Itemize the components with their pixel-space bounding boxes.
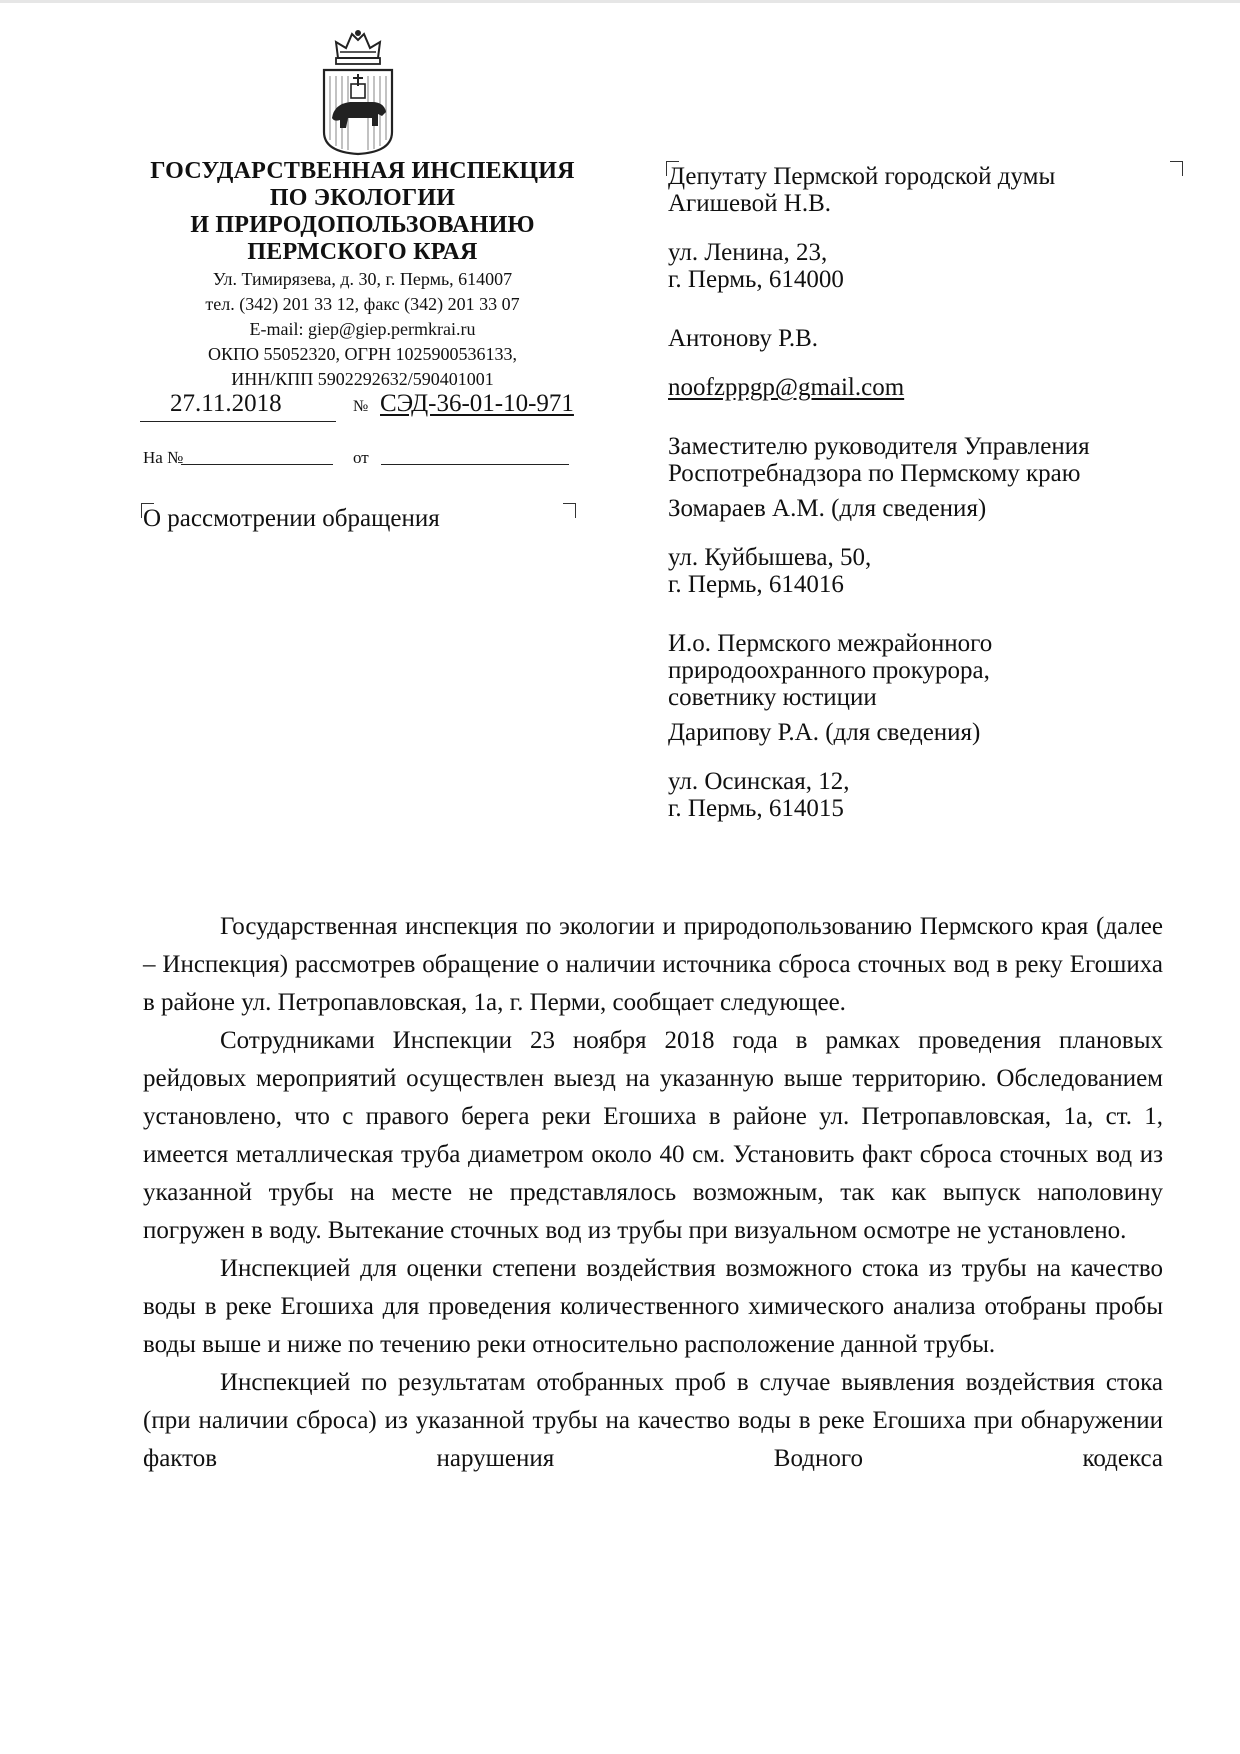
addressee-title: природоохранного прокурора, (668, 657, 990, 684)
addressee-city: г. Пермь, 614016 (668, 571, 844, 598)
letter-subject: О рассмотрении обращения (143, 505, 440, 532)
scan-edge (0, 0, 1240, 3)
letter-body (143, 908, 1163, 1478)
org-address: Ул. Тимирязева, д. 30, г. Пермь, 614007 (212, 269, 513, 289)
org-inn-kpp: ИНН/КПП 5902292632/590401001 (231, 369, 494, 389)
addressee-name: Антонову Р.В. (668, 325, 819, 352)
org-phone: тел. (342) 201 33 12, факс (342) 201 33 07 (205, 294, 520, 314)
addressee-title: Заместителю руководителя Управления (668, 433, 1090, 460)
body-paragraph: Инспекцией для оценки степени воздействия возможного стока из трубы на качество воды в реке Егошиха для проведения количественного химического анализа отобраны пробы воды выше и ниже по течению реки относительно расположение данной трубы. (143, 1255, 1163, 1358)
org-name-line: ГОСУДАРСТВЕННАЯ ИНСПЕКЦИЯ (150, 158, 575, 184)
number-label: № (353, 398, 369, 415)
registration-number: СЭД-36-01-10-971 (380, 390, 574, 417)
addressee-title: Роспотребнадзора по Пермскому краю (668, 460, 1081, 487)
registration-date: 27.11.2018 (170, 390, 282, 417)
ref-number-label: На № (143, 448, 184, 467)
addressee-title: Депутату Пермской городской думы (668, 163, 1056, 190)
date-underline (140, 421, 336, 422)
addressee-street: ул. Осинская, 12, (668, 768, 850, 795)
organization-header (120, 158, 605, 391)
body-paragraph: Государственная инспекция по экологии и природопользованию Пермского края (далее – Инспекция) рассмотрев обращение о наличии источника сброса сточных вод в реку Егошиха в районе ул. Петропавловская, 1а, г. Перми, сообщает следующее. (143, 913, 1163, 1016)
registration-line (140, 390, 620, 424)
addressee-title: И.о. Пермского межрайонного (668, 630, 993, 657)
ref-from-label: от (353, 448, 369, 467)
addressee-street: ул. Куйбышева, 50, (668, 544, 872, 571)
body-paragraph: Сотрудниками Инспекции 23 ноября 2018 года в рамках проведения плановых рейдовых мероприятий осуществлен выезд на указанную выше территорию. Обследованием установлено, что с правого берега реки Егошиха в районе ул. Петропавловская, 1а, ст. 1, имеется металлическая труба диаметром около 40 см. Установить факт сброса сточных вод из указанной трубы на месте не представлялось возможным, так как выпуск наполовину погружен в воду. Вытекание сточных вод из трубы при визуальном осмотре не установлено. (143, 1027, 1163, 1244)
ref-number-blank (181, 464, 333, 465)
addressee-city: г. Пермь, 614000 (668, 266, 844, 293)
org-okpo-ogrn: ОКПО 55052320, ОГРН 1025900536133, (208, 344, 517, 364)
org-name-line: И ПРИРОДОПОЛЬЗОВАНИЮ (190, 212, 535, 238)
org-email: E-mail: giep@giep.permkrai.ru (249, 319, 476, 339)
addressee-street: ул. Ленина, 23, (668, 239, 828, 266)
reference-line (143, 448, 583, 472)
ref-date-blank (381, 464, 569, 465)
org-name-line: ПО ЭКОЛОГИИ (269, 185, 456, 211)
org-name-line: ПЕРМСКОГО КРАЯ (247, 239, 478, 265)
addressee-name: Зомараев А.М. (для сведения) (668, 495, 987, 522)
addressee-block (668, 163, 1188, 822)
body-paragraph: Инспекцией по результатам отобранных проб в случае выявления воздействия стока (при наличии сброса) из указанной трубы на качество воды в реке Егошиха при обнаружении фактов нарушения Водного кодекса (143, 1369, 1163, 1472)
addressee-name: Агишевой Н.В. (668, 190, 832, 217)
addressee-title: советнику юстиции (668, 684, 877, 711)
addressee-email: noofzppgp@gmail.com (668, 374, 905, 401)
corner-mark (563, 503, 576, 518)
addressee-name: Дарипову Р.А. (для сведения) (668, 719, 981, 746)
addressee-city: г. Пермь, 614015 (668, 795, 844, 822)
perm-krai-coat-of-arms-icon (318, 28, 398, 156)
